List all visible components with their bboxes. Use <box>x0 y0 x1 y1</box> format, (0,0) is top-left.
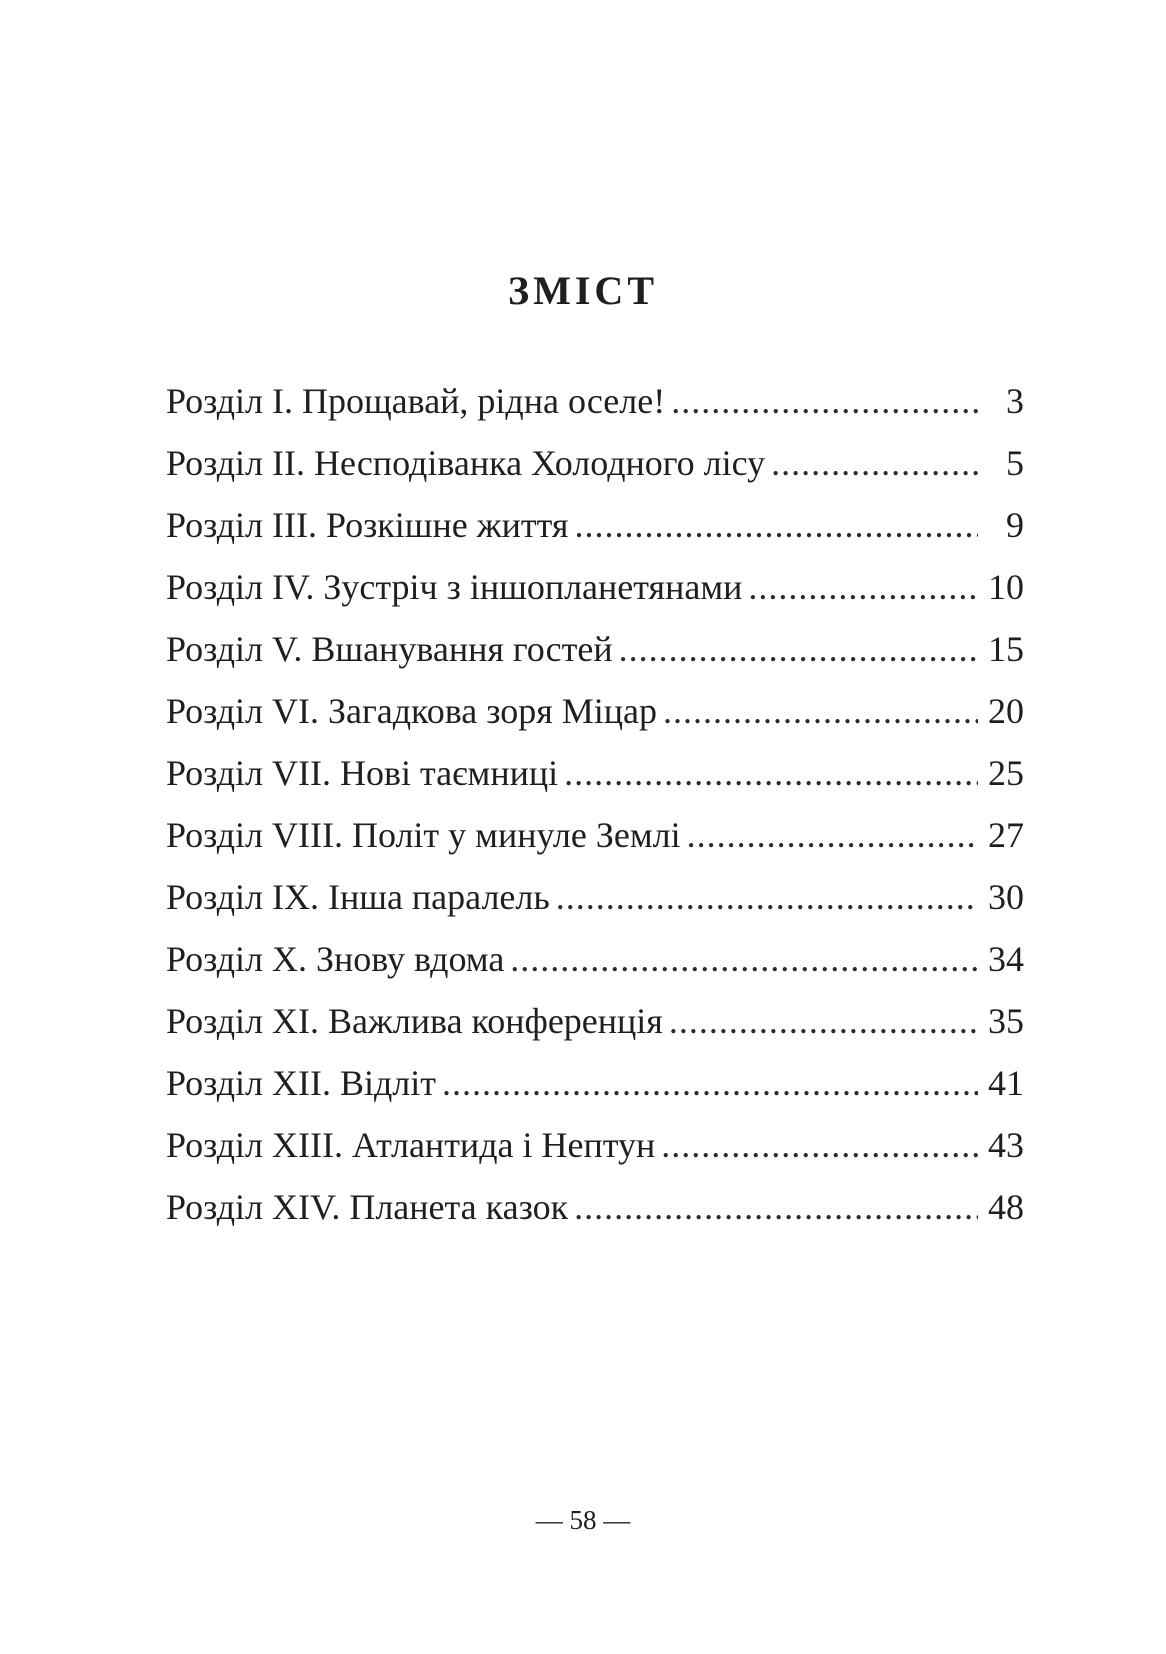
toc-entry <box>166 747 1024 809</box>
page-title: ЗМІСТ <box>508 268 658 313</box>
table-of-contents <box>166 375 1024 1243</box>
toc-entry-page: 30 <box>988 877 1024 917</box>
toc-entry-title: Розділ XIV. Планета казок <box>166 1187 569 1227</box>
toc-entry <box>166 871 1024 933</box>
toc-entry <box>166 561 1024 623</box>
toc-leader-dots <box>510 933 978 985</box>
page-number: — 58 — <box>535 1505 631 1535</box>
toc-entry-page: 48 <box>988 1187 1024 1227</box>
toc-entry-title: Розділ III. Розкішне життя <box>166 505 569 545</box>
toc-entry-title: Розділ VIII. Політ у минуле Землі <box>166 815 681 855</box>
toc-entry-page: 5 <box>1006 443 1024 483</box>
toc-entry-page: 9 <box>1006 505 1024 545</box>
toc-entry-page: 10 <box>988 567 1024 607</box>
toc-entry-title: Розділ XII. Відліт <box>166 1063 436 1103</box>
toc-leader-dots <box>556 871 978 923</box>
toc-leader-dots <box>574 499 978 551</box>
toc-leader-dots <box>442 1057 978 1109</box>
toc-entry-title: Розділ VII. Нові таємниці <box>166 753 559 793</box>
toc-leader-dots <box>669 995 978 1047</box>
toc-entry-page: 20 <box>988 691 1024 731</box>
toc-entry-page: 3 <box>1006 381 1024 421</box>
toc-entry-title: Розділ XIII. Атлантида і Нептун <box>166 1125 656 1165</box>
toc-entry <box>166 685 1024 747</box>
toc-entry-page: 15 <box>988 629 1024 669</box>
toc-entry <box>166 623 1024 685</box>
toc-leader-dots <box>619 623 978 675</box>
toc-entry <box>166 1057 1024 1119</box>
toc-entry-page: 43 <box>988 1125 1024 1165</box>
toc-entry-title: Розділ I. Прощавай, рідна оселе! <box>166 381 666 421</box>
toc-entry <box>166 499 1024 561</box>
toc-entry-title: Розділ VI. Загадкова зоря Міцар <box>166 691 658 731</box>
toc-entry-title: Розділ IX. Інша паралель <box>166 877 550 917</box>
toc-entry-page: 34 <box>988 939 1024 979</box>
toc-entry <box>166 1119 1024 1181</box>
toc-entry-page: 41 <box>988 1063 1024 1103</box>
toc-entry-title: Розділ V. Вшанування гостей <box>166 629 613 669</box>
toc-leader-dots <box>661 1119 978 1171</box>
toc-entry <box>166 1181 1024 1243</box>
toc-leader-dots <box>564 747 978 799</box>
toc-entry-page: 25 <box>988 753 1024 793</box>
toc-entry <box>166 933 1024 995</box>
toc-entry-title: Розділ IV. Зустріч з іншопланетянами <box>166 567 743 607</box>
toc-leader-dots <box>687 809 978 861</box>
toc-leader-dots <box>663 685 978 737</box>
toc-entry-page: 27 <box>988 815 1024 855</box>
toc-leader-dots <box>671 375 978 427</box>
toc-entry <box>166 375 1024 437</box>
toc-leader-dots <box>771 437 978 489</box>
toc-entry <box>166 995 1024 1057</box>
toc-entry-page: 35 <box>988 1001 1024 1041</box>
toc-entry-title: Розділ XI. Важлива конференція <box>166 1001 663 1041</box>
toc-entry-title: Розділ X. Знову вдома <box>166 939 505 979</box>
toc-entry-title: Розділ II. Несподіванка Холодного лісу <box>166 443 766 483</box>
toc-leader-dots <box>574 1181 978 1233</box>
toc-entry <box>166 437 1024 499</box>
toc-leader-dots <box>748 561 978 613</box>
toc-entry <box>166 809 1024 871</box>
